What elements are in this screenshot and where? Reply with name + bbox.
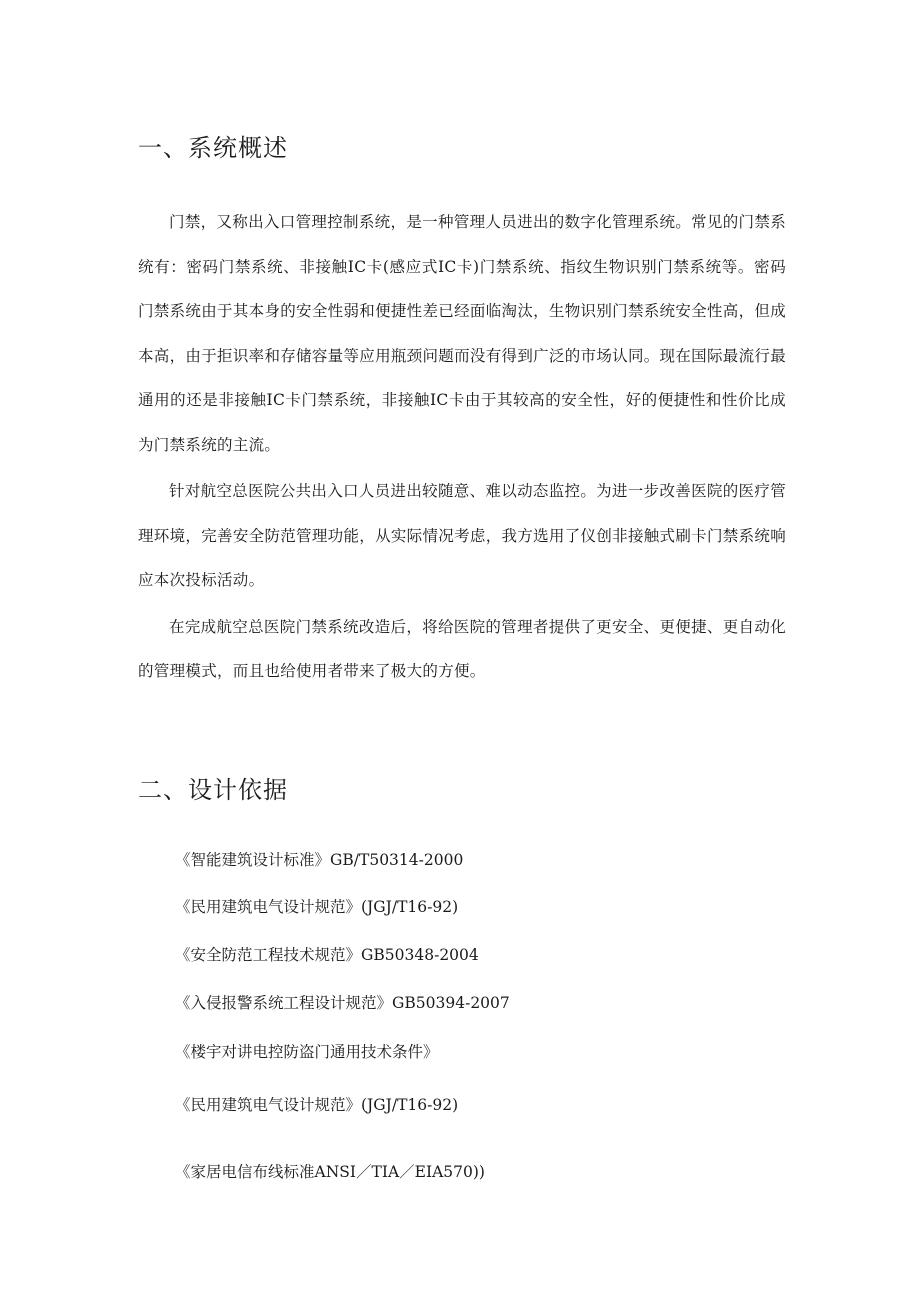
reference-item: 《民用建筑电气设计规范》(JGJ/T16-92) <box>175 898 459 916</box>
paragraph-hospital-situation: 针对航空总医院公共出入口人员进出较随意、难以动态监控。为进一步改善医院的医疗管理环境，完善安全防范管理功能，从实际情况考虑，我方选用了仪创非接触式刷卡门禁系统响应本次投标活动。 <box>138 482 786 589</box>
section-heading-design-basis: 二、设计依据 <box>138 776 288 804</box>
reference-item: 《民用建筑电气设计规范》(JGJ/T16-92) <box>175 1096 459 1114</box>
reference-item: 《家居电信布线标准ANSI／TIA／EIA570)) <box>175 1163 485 1181</box>
section-overview-body <box>138 200 786 694</box>
reference-item: 《安全防范工程技术规范》GB50348-2004 <box>175 946 479 964</box>
paragraph-access-control-intro: 门禁，又称出入口管理控制系统，是一种管理人员进出的数字化管理系统。常见的门禁系统有：密码门禁系统、非接触IC卡(感应式IC卡)门禁系统、指纹生物识别门禁系统等。密码门禁系统由于其本身的安全性弱和便捷性差已经面临淘汰，生物识别门禁系统安全性高，但成本高，由于拒识率和存储容量等应用瓶颈问题而没有得到广泛的市场认同。现在国际最流行最通用的还是非接触IC卡门禁系统，非接触IC卡由于其较高的安全性，好的便捷性和性价比成为门禁系统的主流。 <box>138 213 786 454</box>
paragraph-expected-benefit: 在完成航空总医院门禁系统改造后，将给医院的管理者提供了更安全、更便捷、更自动化的管理模式，而且也给使用者带来了极大的方便。 <box>138 617 786 680</box>
reference-item: 《楼宇对讲电控防盗门通用技术条件》 <box>175 1043 439 1061</box>
section-heading-overview: 一、系统概述 <box>138 134 288 162</box>
reference-item: 《智能建筑设计标准》GB/T50314-2000 <box>175 851 464 869</box>
reference-item: 《入侵报警系统工程设计规范》GB50394-2007 <box>175 994 510 1012</box>
